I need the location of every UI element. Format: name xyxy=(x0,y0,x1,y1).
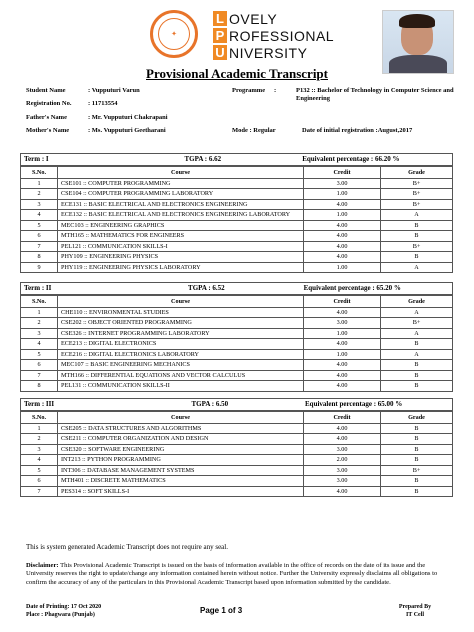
table-cell: 1.00 xyxy=(304,189,381,200)
col-grade: Grade xyxy=(381,412,453,424)
table-cell: 4.00 xyxy=(304,434,381,445)
table-cell: 4.00 xyxy=(304,370,381,381)
table-cell: B+ xyxy=(381,465,453,476)
table-cell: 3.00 xyxy=(304,444,381,455)
table-cell: 4.00 xyxy=(304,307,381,318)
table-cell: 5 xyxy=(21,220,58,231)
table-cell: 1 xyxy=(21,178,58,189)
table-cell: B xyxy=(381,476,453,487)
table-cell: 1 xyxy=(21,307,58,318)
col-credit: Credit xyxy=(304,296,381,308)
table-cell: 1.00 xyxy=(304,210,381,221)
logo-word-3: NIVERSITY xyxy=(229,44,308,61)
student-name-label: Student Name xyxy=(26,87,66,94)
table-cell: CSE211 :: COMPUTER ORGANIZATION AND DESIGN xyxy=(58,434,304,445)
table-row xyxy=(21,189,453,200)
registration-label: Registration No. xyxy=(26,100,72,107)
table-cell: 5 xyxy=(21,465,58,476)
table-cell: ECE216 :: DIGITAL ELECTRONICS LABORATORY xyxy=(58,349,304,360)
table-row xyxy=(21,241,453,252)
table-cell: B+ xyxy=(381,241,453,252)
tgpa: TGPA : 6.62 xyxy=(66,154,299,166)
table-row xyxy=(21,220,453,231)
table-row xyxy=(21,465,453,476)
col-credit: Credit xyxy=(304,412,381,424)
table-cell: 7 xyxy=(21,241,58,252)
table-cell: 3.00 xyxy=(304,476,381,487)
table-cell: 4.00 xyxy=(304,339,381,350)
table-cell: PES314 :: SOFT SKILLS-I xyxy=(58,486,304,497)
term-1-table xyxy=(20,153,453,273)
initial-registration-date: Date of initial registration :August,2017 xyxy=(302,127,413,134)
term-2-table xyxy=(20,282,453,392)
logo-word-2: ROFESSIONAL xyxy=(229,27,335,44)
col-course: Course xyxy=(58,412,304,424)
table-cell: B xyxy=(381,360,453,371)
table-cell: 4.00 xyxy=(304,231,381,242)
table-cell: CHE110 :: ENVIRONMENTAL STUDIES xyxy=(58,307,304,318)
table-cell: INT213 :: PYTHON PROGRAMMING xyxy=(58,455,304,466)
table-cell: 3 xyxy=(21,444,58,455)
table-cell: 4.00 xyxy=(304,241,381,252)
table-cell: 4 xyxy=(21,455,58,466)
table-cell: A xyxy=(381,349,453,360)
table-cell: 2 xyxy=(21,318,58,329)
table-row xyxy=(21,307,453,318)
mother-name: Ms. Vupputuri Geetharani xyxy=(91,127,166,134)
table-cell: 8 xyxy=(21,381,58,392)
table-row xyxy=(21,252,453,263)
table-row xyxy=(21,444,453,455)
table-row xyxy=(21,349,453,360)
table-cell: PHY109 :: ENGINEERING PHYSICS xyxy=(58,252,304,263)
table-cell: PEL121 :: COMMUNICATION SKILLS-I xyxy=(58,241,304,252)
table-cell: 1.00 xyxy=(304,349,381,360)
table-cell: B+ xyxy=(381,318,453,329)
table-row xyxy=(21,178,453,189)
table-cell: B xyxy=(381,455,453,466)
table-cell: B xyxy=(381,423,453,434)
col-grade: Grade xyxy=(381,167,453,179)
table-cell: 6 xyxy=(21,360,58,371)
table-cell: 4.00 xyxy=(304,220,381,231)
table-cell: CSE320 :: SOFTWARE ENGINEERING xyxy=(58,444,304,455)
logo-letter-u: U xyxy=(213,45,227,60)
table-cell: ECE132 :: BASIC ELECTRICAL AND ELECTRONICS ENGINEERING LABORATORY xyxy=(58,210,304,221)
table-cell: A xyxy=(381,262,453,273)
logo-word-1: OVELY xyxy=(229,10,278,27)
table-row xyxy=(21,370,453,381)
prepared-by xyxy=(395,603,435,619)
page-number: Page 1 of 3 xyxy=(200,606,243,615)
table-cell: 4.00 xyxy=(304,486,381,497)
table-cell: B+ xyxy=(381,199,453,210)
table-cell: 1.00 xyxy=(304,328,381,339)
table-cell: CSE202 :: OBJECT ORIENTED PROGRAMMING xyxy=(58,318,304,329)
term-label: Term : III xyxy=(21,399,74,411)
table-cell: 8 xyxy=(21,252,58,263)
table-row xyxy=(21,476,453,487)
term-label: Term : II xyxy=(21,283,71,295)
programme-value: P132 :: Bachelor of Technology in Computer Science and Engineering xyxy=(296,87,454,102)
table-cell: 7 xyxy=(21,370,58,381)
col-course: Course xyxy=(58,167,304,179)
table-cell: 4 xyxy=(21,210,58,221)
table-cell: PEL131 :: COMMUNICATION SKILLS-II xyxy=(58,381,304,392)
study-mode: Mode : Regular xyxy=(232,127,276,134)
tgpa: TGPA : 6.50 xyxy=(74,399,303,411)
table-cell: MTH165 :: MATHEMATICS FOR ENGINEERS xyxy=(58,231,304,242)
table-cell: 4.00 xyxy=(304,360,381,371)
table-cell: 3.00 xyxy=(304,465,381,476)
table-cell: 6 xyxy=(21,231,58,242)
university-logo xyxy=(213,10,343,62)
disclaimer-label: Disclaimer: xyxy=(26,562,59,569)
table-cell: 4.00 xyxy=(304,423,381,434)
table-cell: CSE104 :: COMPUTER PROGRAMMING LABORATORY xyxy=(58,189,304,200)
table-row xyxy=(21,434,453,445)
table-cell: 2 xyxy=(21,434,58,445)
table-cell: A xyxy=(381,210,453,221)
table-row xyxy=(21,423,453,434)
table-cell: 3 xyxy=(21,328,58,339)
father-label: Father's Name xyxy=(26,114,67,121)
logo-letter-p: P xyxy=(213,28,227,43)
student-name: Vupputuri Varun xyxy=(91,87,140,94)
col-sno: S.No. xyxy=(21,296,58,308)
print-date: Date of Printing: 17 Oct 2020 xyxy=(26,604,102,610)
tgpa: TGPA : 6.52 xyxy=(70,283,301,295)
table-cell: MTH166 :: DIFFERENTIAL EQUATIONS AND VECTOR CALCULUS xyxy=(58,370,304,381)
programme-label: Programme xyxy=(232,87,266,94)
student-photo xyxy=(382,10,454,74)
term-label: Term : I xyxy=(21,154,67,166)
table-row xyxy=(21,328,453,339)
equivalent-percentage: Equivalent percentage : 65.20 % xyxy=(301,283,453,295)
table-cell: 5 xyxy=(21,349,58,360)
disclaimer-text: This Provisional Academic Transcript is issued on the basis of information available in the office of records on the date of its issue and the University reserves the right to update/change any information contained herein without notice. Further the University expressly disclaims all obligations to confirm the accuracy of any of the particulars in this Provisional Academic Transcript based upon information submitted by the candidate. xyxy=(26,562,438,586)
table-cell: B xyxy=(381,370,453,381)
table-row xyxy=(21,210,453,221)
table-cell: B xyxy=(381,339,453,350)
table-row xyxy=(21,339,453,350)
table-cell: 3.00 xyxy=(304,178,381,189)
table-cell: MEC107 :: BASIC ENGINEERING MECHANICS xyxy=(58,360,304,371)
table-cell: 3.00 xyxy=(304,318,381,329)
table-cell: ECE213 :: DIGITAL ELECTRONICS xyxy=(58,339,304,350)
seal-emblem-icon: ✦ xyxy=(158,18,190,50)
table-cell: B xyxy=(381,381,453,392)
table-cell: B xyxy=(381,434,453,445)
table-cell: CSE205 :: DATA STRUCTURES AND ALGORITHMS xyxy=(58,423,304,434)
term-3-table xyxy=(20,398,453,497)
table-cell: 6 xyxy=(21,476,58,487)
table-cell: 3 xyxy=(21,199,58,210)
table-row xyxy=(21,262,453,273)
mother-label: Mother's Name xyxy=(26,127,70,134)
table-cell: 4.00 xyxy=(304,199,381,210)
table-cell: 4.00 xyxy=(304,252,381,263)
col-grade: Grade xyxy=(381,296,453,308)
equivalent-percentage: Equivalent percentage : 66.20 % xyxy=(299,154,452,166)
table-cell: B xyxy=(381,486,453,497)
table-cell: B+ xyxy=(381,189,453,200)
table-row xyxy=(21,231,453,242)
university-seal xyxy=(150,10,198,58)
registration-number: 11713554 xyxy=(91,100,118,107)
table-cell: B xyxy=(381,231,453,242)
table-row xyxy=(21,381,453,392)
table-cell: 4.00 xyxy=(304,381,381,392)
table-cell: MEC103 :: ENGINEERING GRAPHICS xyxy=(58,220,304,231)
system-generated-note: This is system generated Academic Transcript does not require any seal. xyxy=(26,543,228,551)
table-cell: PHY119 :: ENGINEERING PHYSICS LABORATORY xyxy=(58,262,304,273)
print-place: Place : Phagwara (Punjab) xyxy=(26,612,95,618)
table-cell: A xyxy=(381,328,453,339)
table-cell: CSE326 :: INTERNET PROGRAMMING LABORATORY xyxy=(58,328,304,339)
table-cell: MTH401 :: DISCRETE MATHEMATICS xyxy=(58,476,304,487)
col-sno: S.No. xyxy=(21,167,58,179)
table-row xyxy=(21,199,453,210)
disclaimer xyxy=(26,562,454,587)
equivalent-percentage: Equivalent percentage : 65.00 % xyxy=(302,399,452,411)
table-cell: INT306 :: DATABASE MANAGEMENT SYSTEMS xyxy=(58,465,304,476)
page-title: Provisional Academic Transcript xyxy=(146,66,328,81)
table-cell: 1 xyxy=(21,423,58,434)
table-cell: B xyxy=(381,220,453,231)
table-row xyxy=(21,455,453,466)
table-cell: 4 xyxy=(21,339,58,350)
table-cell: 9 xyxy=(21,262,58,273)
table-cell: ECE131 :: BASIC ELECTRICAL AND ELECTRONICS ENGINEERING xyxy=(58,199,304,210)
father-name: Mr. Vupputuri Chakrapani xyxy=(91,114,168,121)
table-row xyxy=(21,318,453,329)
logo-letter-l: L xyxy=(213,11,227,26)
prepared-by-dept: IT Cell xyxy=(405,612,425,618)
table-cell: B xyxy=(381,444,453,455)
table-cell: B+ xyxy=(381,178,453,189)
table-row xyxy=(21,486,453,497)
col-sno: S.No. xyxy=(21,412,58,424)
table-cell: B xyxy=(381,252,453,263)
table-row xyxy=(21,360,453,371)
table-cell: 1.00 xyxy=(304,262,381,273)
col-course: Course xyxy=(58,296,304,308)
prepared-by-label: Prepared By xyxy=(398,604,432,610)
table-cell: 2 xyxy=(21,189,58,200)
table-cell: A xyxy=(381,307,453,318)
col-credit: Credit xyxy=(304,167,381,179)
print-info xyxy=(26,603,101,619)
table-cell: 7 xyxy=(21,486,58,497)
table-cell: 2.00 xyxy=(304,455,381,466)
table-cell: CSE101 :: COMPUTER PROGRAMMING xyxy=(58,178,304,189)
